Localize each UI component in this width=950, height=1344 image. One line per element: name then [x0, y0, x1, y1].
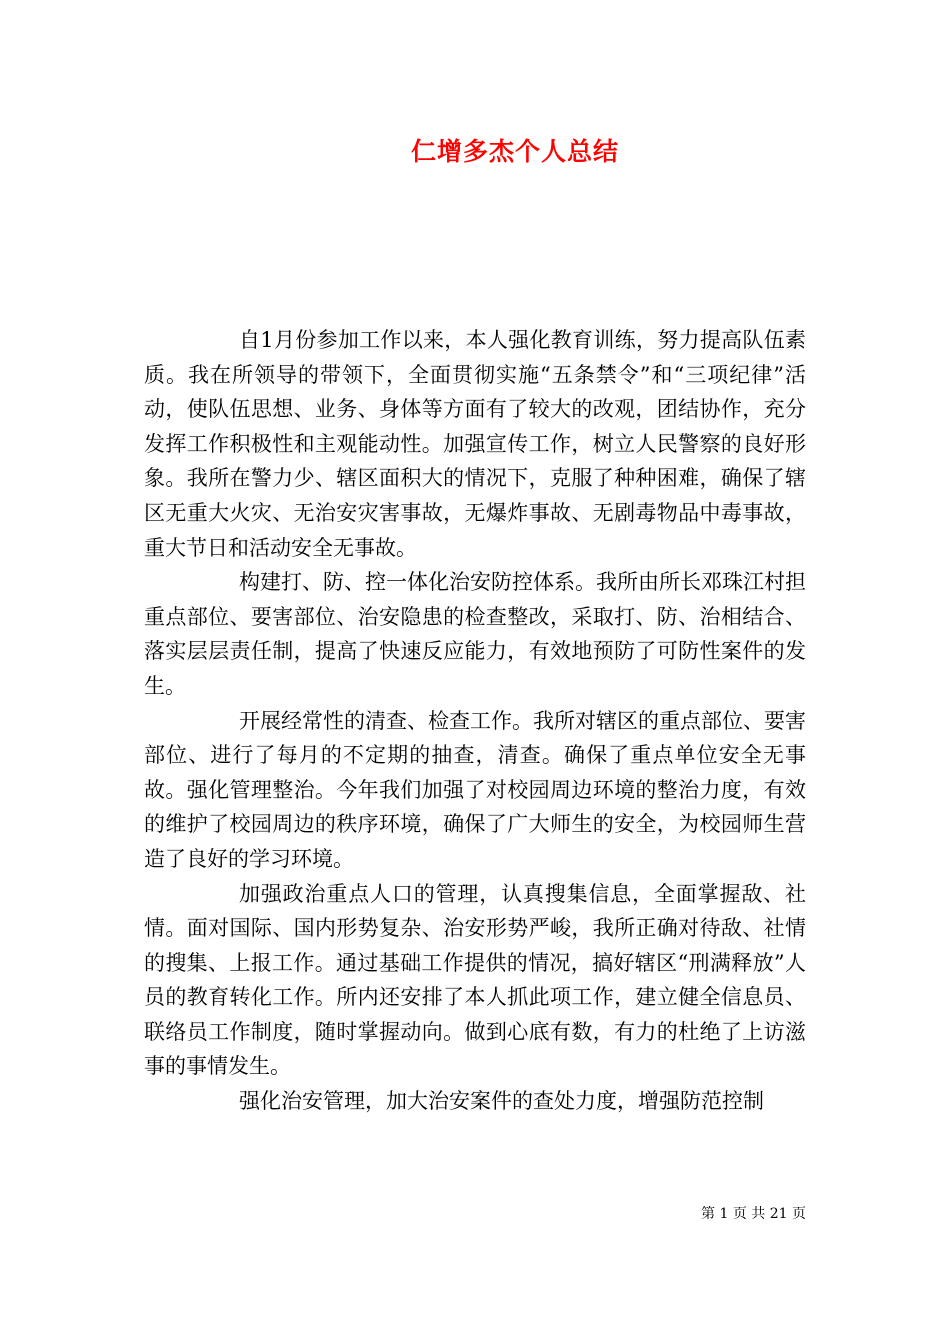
paragraph-3: 开展经常性的清查、检查工作。我所对辖区的重点部位、要害部位、进行了每月的不定期的抽查，清查。确保了重点单位安全无事故。强化管理整治。今年我们加强了对校园周边环境的整治力度，有效的维护了校园周边的秩序环境，确保了广大师生的安全，为校园师生营造了良好的学习环境。: [144, 708, 806, 871]
paragraph-5: 强化治安管理，加大治安案件的查处力度，增强防范控制: [239, 1089, 764, 1114]
document-body: [144, 323, 806, 1119]
paragraph-1: 自1月份参加工作以来，本人强化教育训练，努力提高队伍素质。我在所领导的带领下，全面贯彻实施“五条禁令”和“三项纪律”活动，使队伍思想、业务、身体等方面有了较大的改观，团结协作，充分发挥工作积极性和主观能动性。加强宣传工作，树立人民警察的良好形象。我所在警力少、辖区面积大的情况下，克服了种种困难，确保了辖区无重大火灾、无治安灾害事故，无爆炸事故、无剧毒物品中毒事故，重大节日和活动安全无事故。: [144, 328, 806, 560]
page-number-footer: 第 1 页 共 21 页: [701, 1206, 806, 1222]
document-title: 仁增多杰个人总结: [410, 137, 619, 166]
paragraph-4: 加强政治重点人口的管理，认真搜集信息，全面掌握敌、社情。面对国际、国内形势复杂、治安形势严峻，我所正确对待敌、社情的搜集、上报工作。通过基础工作提供的情况，搞好辖区“刑满释放”人员的教育转化工作。所内还安排了本人抓此项工作，建立健全信息员、联络员工作制度，随时掌握动向。做到心底有数，有力的杜绝了上访滋事的事情发生。: [144, 881, 806, 1079]
paragraph-2: 构建打、防、控一体化治安防控体系。我所由所长邓珠江村担重点部位、要害部位、治安隐患的检查整改，采取打、防、治相结合、落实层层责任制，提高了快速反应能力，有效地预防了可防性案件的发生。: [144, 570, 806, 698]
